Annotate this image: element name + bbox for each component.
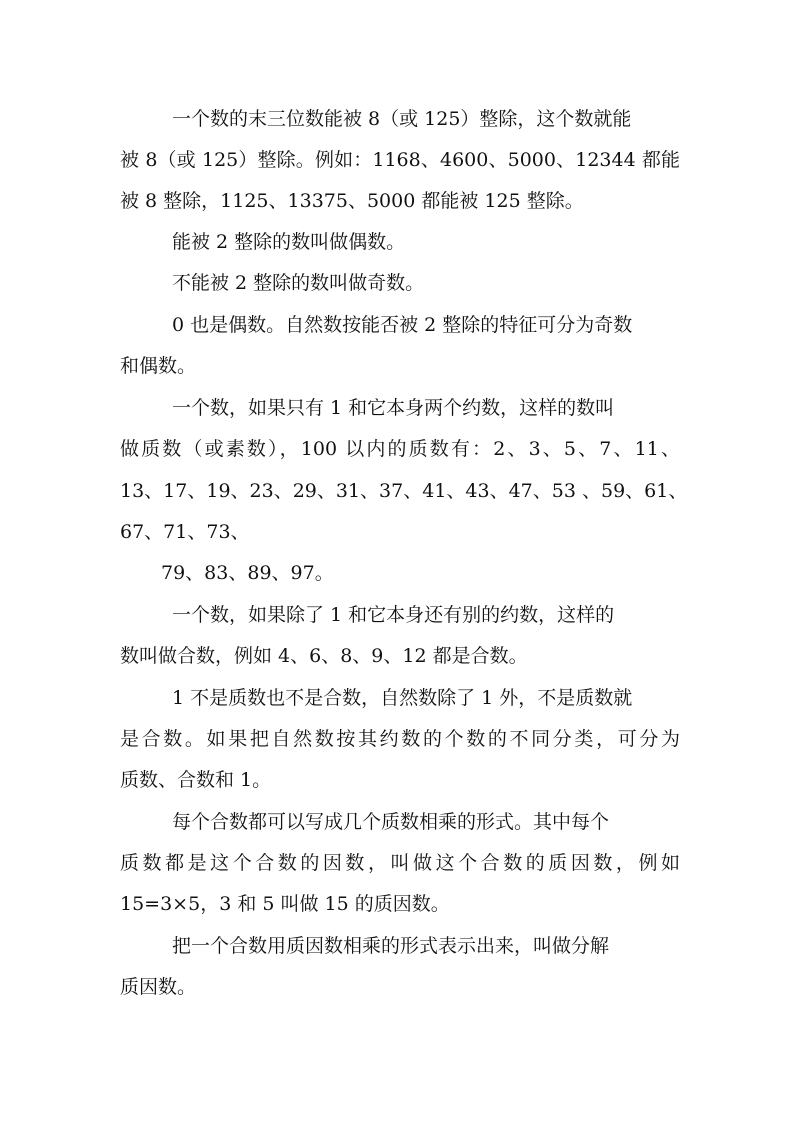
text-line: 一个数的末三位数能被 8（或 125）整除，这个数就能 xyxy=(172,108,632,130)
text-line: 是合数。如果把自然数按其约数的个数的不同分类，可分为 xyxy=(120,728,680,750)
text-line: 质数、合数和 1。 xyxy=(120,769,272,791)
text-line: 0 也是偶数。自然数按能否被 2 整除的特征可分为奇数 xyxy=(172,314,633,336)
text-line: 79、83、89、97。 xyxy=(161,562,334,584)
text-line: 一个数，如果除了 1 和它本身还有别的约数，这样的 xyxy=(172,604,615,626)
text-line: 能被 2 整除的数叫做偶数。 xyxy=(172,231,406,253)
text-line: 被 8 整除，1125、13375、5000 都能被 125 整除。 xyxy=(120,190,584,212)
text-line: 质数都是这个合数的因数，叫做这个合数的质因数，例如 xyxy=(120,852,680,874)
text-line: 质因数。 xyxy=(120,976,197,998)
text-line: 和偶数。 xyxy=(120,355,197,377)
text-line: 13、17、19、23、29、31、37、41、43、47、53 、59、61、 xyxy=(120,480,688,502)
text-line: 1 不是质数也不是合数，自然数除了 1 外，不是质数就 xyxy=(172,687,633,709)
text-line: 67、71、73、 xyxy=(120,521,250,543)
text-line: 每个合数都可以写成几个质数相乘的形式。其中每个 xyxy=(172,811,610,833)
text-line: 15=3×5，3 和 5 叫做 15 的质因数。 xyxy=(120,893,450,915)
text-line: 数叫做合数，例如 4、6、8、9、12 都是合数。 xyxy=(120,645,528,667)
text-line: 不能被 2 整除的数叫做奇数。 xyxy=(172,272,425,294)
text-line: 把一个合数用质因数相乘的形式表示出来，叫做分解 xyxy=(172,935,610,957)
text-line: 一个数，如果只有 1 和它本身两个约数，这样的数叫 xyxy=(172,397,615,419)
text-line: 做质数（或素数），100 以内的质数有：2、3、5、7、11、 xyxy=(120,438,680,460)
text-line: 被 8（或 125）整除。例如：1168、4600、5000、12344 都能 xyxy=(120,149,680,171)
